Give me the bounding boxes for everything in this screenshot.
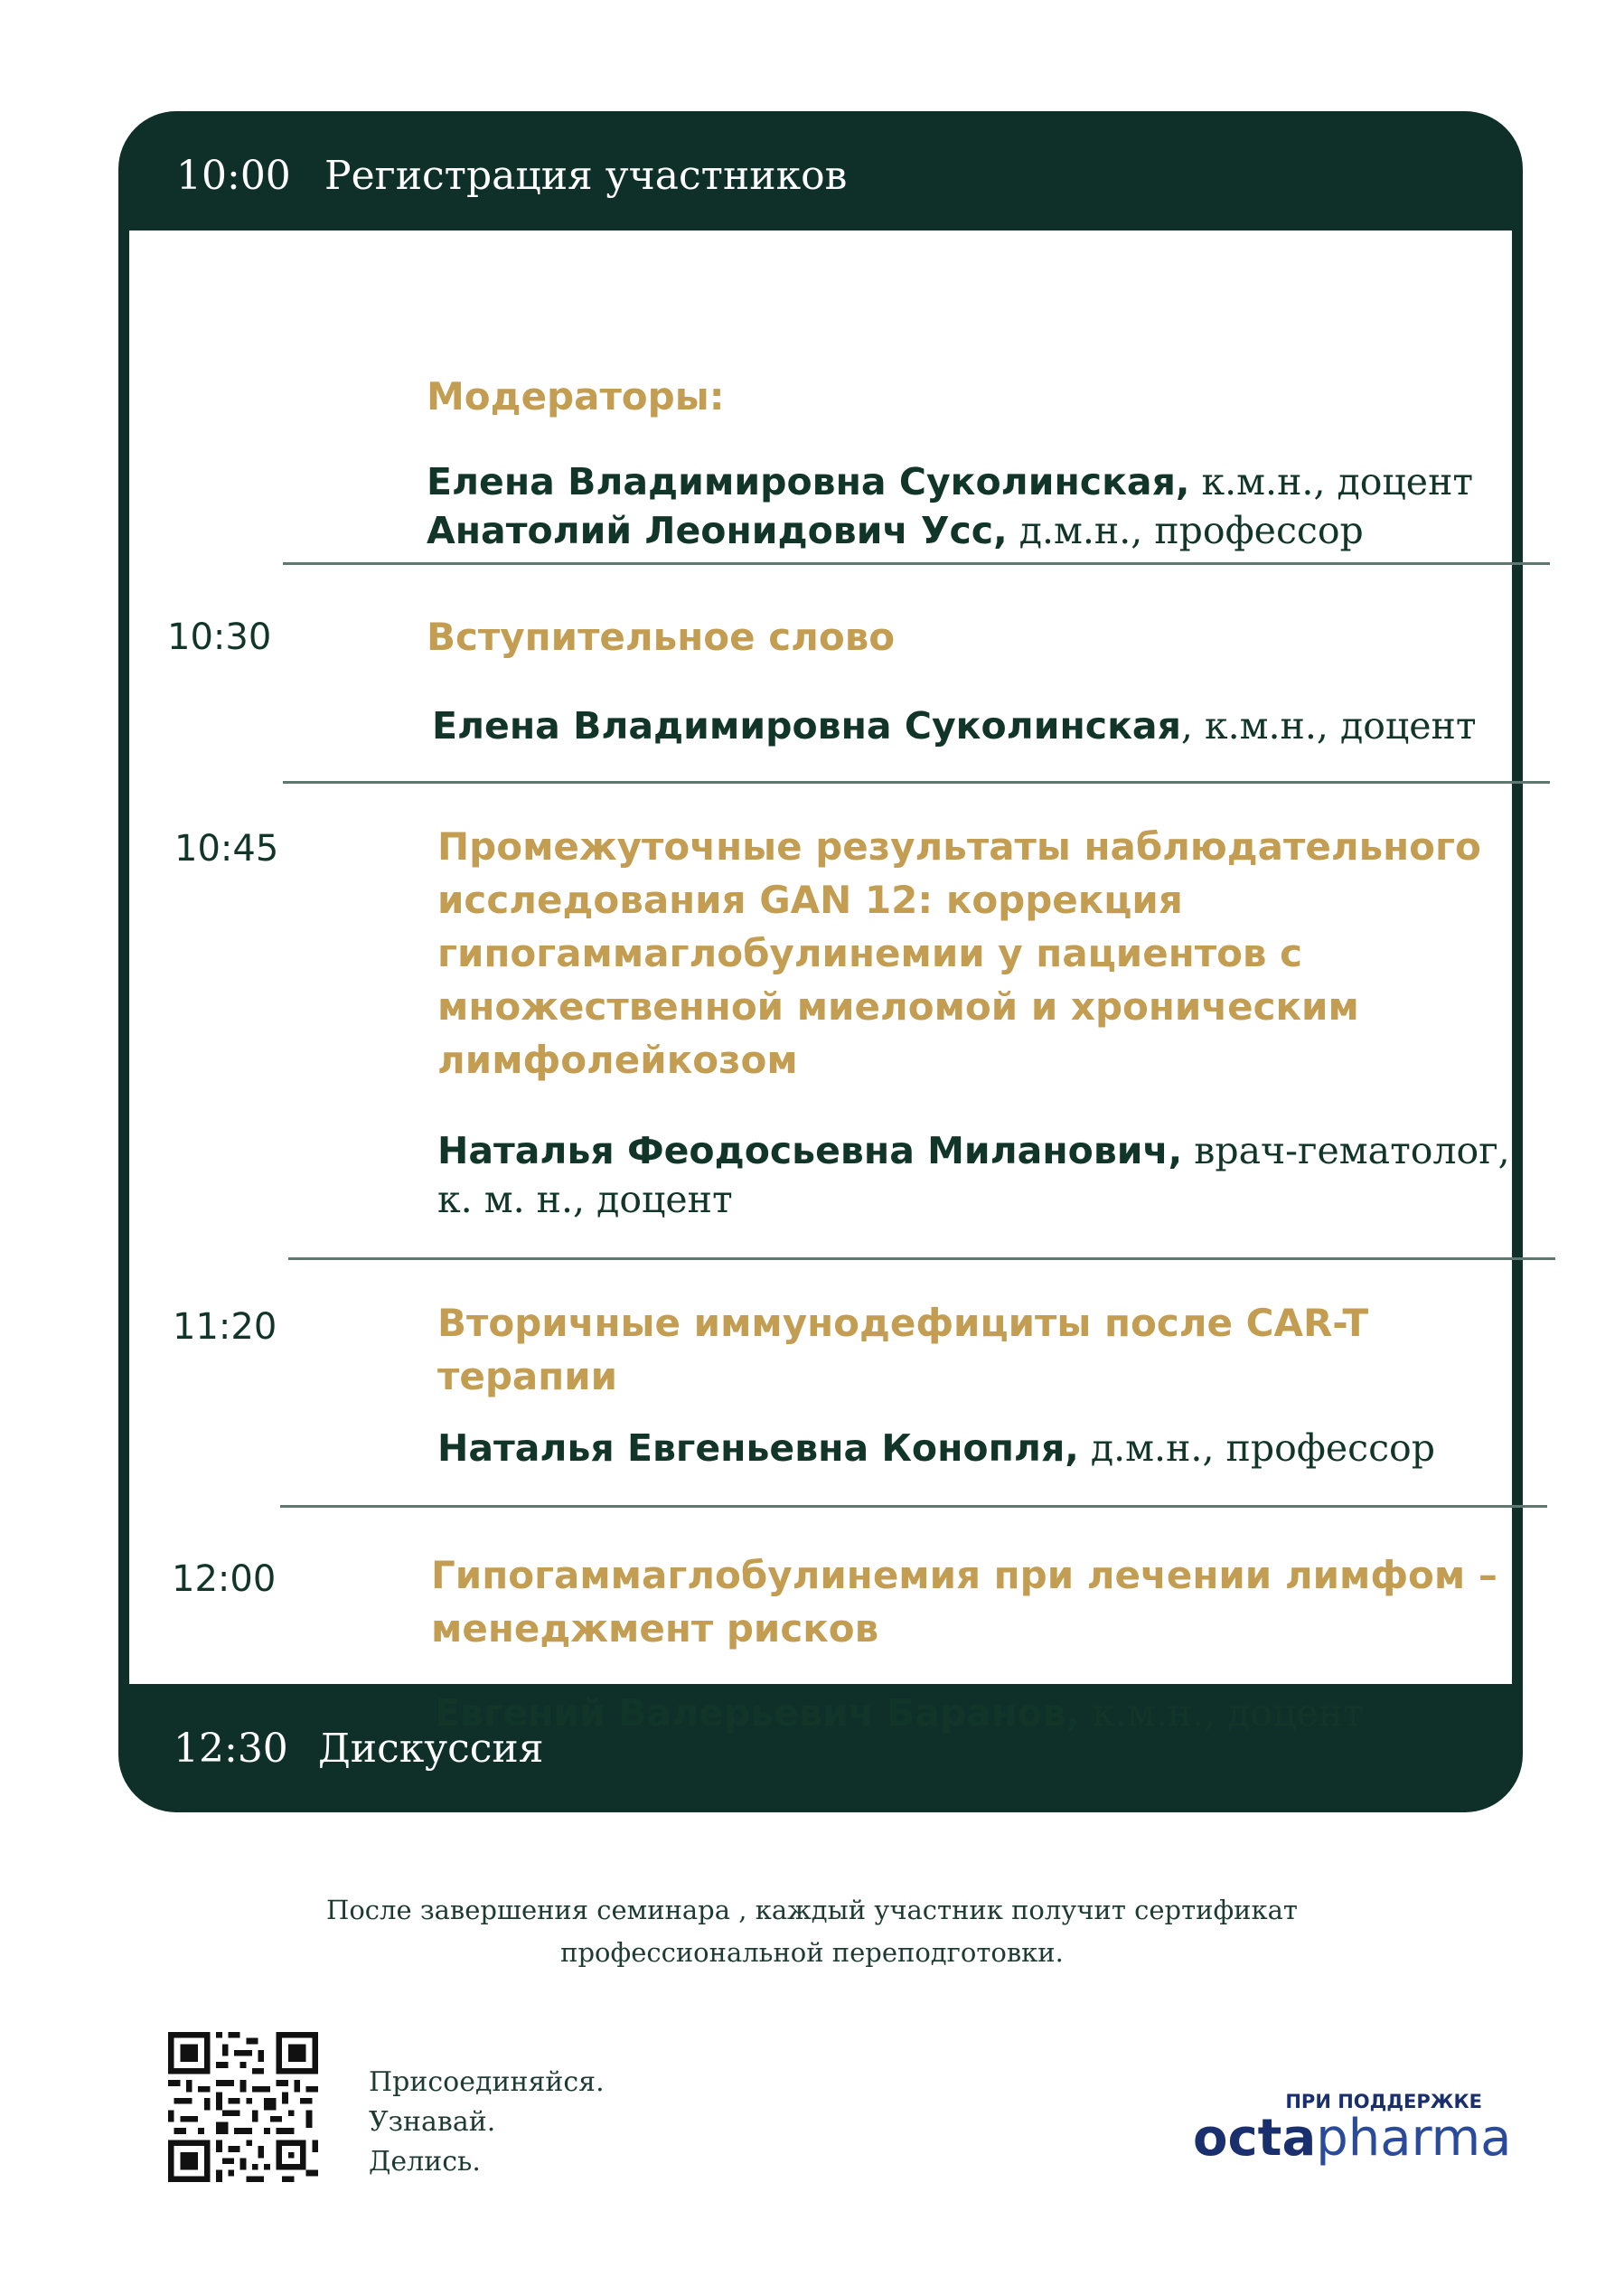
speaker-title: к. м. н., доцент bbox=[437, 1178, 733, 1221]
session-speaker bbox=[435, 1689, 1364, 1737]
divider bbox=[283, 562, 1550, 565]
topic-line: терапии bbox=[437, 1354, 618, 1398]
topic-line: Гипогаммаглобулинемия при лечении лимфом – bbox=[431, 1553, 1497, 1597]
program-frame bbox=[118, 111, 1523, 1812]
session-speaker bbox=[437, 1424, 1435, 1472]
footer-title: Дискуссия bbox=[318, 1726, 544, 1772]
topic-line: менеджмент рисков bbox=[431, 1606, 879, 1651]
session-topic bbox=[437, 1296, 1368, 1403]
note-line: профессиональной переподготовки. bbox=[560, 1937, 1064, 1968]
moderator-2-title: д.м.н., профессор bbox=[1007, 509, 1364, 552]
session-time: 11:20 bbox=[173, 1306, 277, 1348]
speaker-title: врач-гематолог, bbox=[1182, 1129, 1510, 1172]
session-topic bbox=[437, 820, 1481, 1087]
session-topic bbox=[431, 1548, 1497, 1655]
speaker-title: д.м.н., профессор bbox=[1078, 1426, 1435, 1470]
moderator-2 bbox=[427, 506, 1364, 555]
speaker-name: Наталья Евгеньевна Конопля, bbox=[437, 1426, 1079, 1470]
speaker-line bbox=[437, 1126, 1510, 1175]
slogan-line: Узнавай. bbox=[369, 2106, 496, 2138]
moderator-2-name: Анатолий Леонидович Усс, bbox=[427, 509, 1008, 552]
divider bbox=[283, 781, 1550, 784]
program-content bbox=[129, 230, 1512, 1735]
moderator-1-title: к.м.н., доцент bbox=[1189, 460, 1474, 503]
speaker-title: к.м.н., доцент bbox=[1080, 1691, 1364, 1735]
topic-line: множественной миеломой и хроническим bbox=[437, 984, 1359, 1029]
header-title: Регистрация участников bbox=[324, 153, 848, 199]
session-time: 10:45 bbox=[174, 828, 279, 870]
logo-strong: octa bbox=[1193, 2109, 1317, 2168]
speaker-name: Наталья Феодосьевна Миланович, bbox=[437, 1129, 1183, 1172]
header-time: 10:00 bbox=[176, 153, 291, 199]
note-line: После завершения семинара , каждый участник получит сертификат bbox=[326, 1895, 1298, 1925]
topic-line: исследования GAN 12: коррекция bbox=[437, 878, 1183, 922]
slogan bbox=[369, 2063, 605, 2182]
certificate-note bbox=[0, 1889, 1624, 1974]
session-topic: Вступительное слово bbox=[427, 615, 896, 659]
footer-time: 12:30 bbox=[174, 1726, 288, 1772]
session-speaker bbox=[432, 701, 1477, 750]
topic-line: Вторичные иммунодефициты после CAR-T bbox=[437, 1301, 1369, 1345]
session-time: 10:30 bbox=[167, 616, 272, 658]
moderators-label: Модераторы: bbox=[427, 374, 725, 419]
session-time: 12:00 bbox=[172, 1558, 277, 1600]
topic-line: лимфолейкозом bbox=[437, 1038, 798, 1082]
qr-code-icon[interactable] bbox=[168, 2032, 318, 2182]
sponsor-label: ПРИ ПОДДЕРЖКЕ bbox=[1285, 2091, 1482, 2112]
slogan-line: Присоединяйся. bbox=[369, 2066, 605, 2098]
divider bbox=[280, 1505, 1547, 1508]
moderator-1-name: Елена Владимировна Суколинская, bbox=[427, 460, 1190, 503]
speaker-name: Евгений Валерьевич Баранов, bbox=[435, 1691, 1081, 1735]
topic-line: гипогаммаглобулинемии у пациентов с bbox=[437, 931, 1303, 975]
speaker-name: Елена Владимировна Суколинская bbox=[432, 704, 1181, 748]
session-speaker bbox=[437, 1126, 1510, 1224]
speaker-line bbox=[437, 1175, 1510, 1224]
divider bbox=[288, 1257, 1555, 1260]
topic-line: Промежуточные результаты наблюдательного bbox=[437, 824, 1481, 869]
sponsor-logo bbox=[1193, 2109, 1512, 2168]
slogan-line: Делись. bbox=[369, 2146, 481, 2178]
logo-light: pharma bbox=[1316, 2109, 1512, 2168]
moderator-1 bbox=[427, 457, 1473, 506]
speaker-title: , к.м.н., доцент bbox=[1180, 704, 1477, 748]
